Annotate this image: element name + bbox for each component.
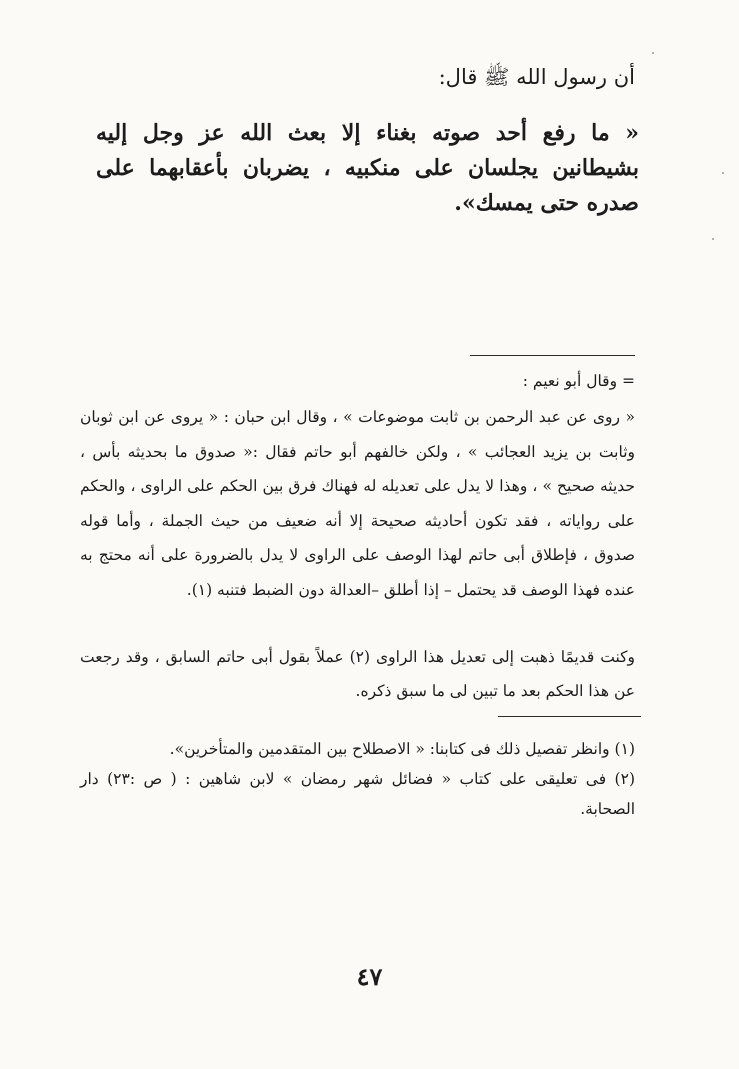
hadith-intro: أن رسول الله ﷺ قال: (438, 65, 635, 89)
commentary-paragraph-2 (80, 624, 635, 724)
footnote-divider-top (470, 355, 635, 356)
commentary-paragraph-1 (80, 400, 635, 608)
footnote-divider-bottom (498, 716, 641, 717)
scan-speck (712, 238, 714, 240)
page-number: ٤٧ (356, 962, 383, 991)
scan-speck (722, 172, 724, 174)
continuation-line: = وقال أبو نعيم : (522, 372, 635, 390)
scan-speck (652, 52, 654, 54)
hadith-quote: « ما رفع أحد صوته بغناء إلا بعث الله عز وجل إليه بشيطانين يجلسان على منكبيه ، يضربان بأعقابهما على صدره حتى يمسك». (96, 120, 639, 216)
commentary-text-1: « روى عن عبد الرحمن بن ثابت موضوعات » ، وقال ابن حبان : « يروى عن ابن ثوبان وثابت بن يزيد العجائب » ، ولكن خالفهم أبو حاتم فقال :« صدوق ما بحديثه بأس ، حديثه صحيح » ، وهذا لا يدل على تعديله له فهناك فرق بين الحكم على الراوى ، والحكم على رواياته ، فقد تكون أحاديثه صحيحة إلا أنه ضعيف من حيث الجملة ، وأما قوله صدوق ، فإطلاق أبى حاتم لهذا الوصف على الراوى لا يدل بالضرورة على أنه محتج به عنده فهذا الوصف قد يحتمل – إذا أطلق –العدالة دون الضبط فتنبه (١). (80, 408, 635, 599)
footnote-2: (٢) فى تعليقى على كتاب « فضائل شهر رمضان » لابن شاهين : ( ص :٢٣) دار الصحابة. (80, 770, 635, 818)
footnote-1: (١) وانظر تفصيل ذلك فى كتابنا: « الاصطلاح بين المتقدمين والمتأخرين». (169, 740, 635, 758)
footnotes (80, 734, 635, 824)
commentary-text-2: وكنت قديمًا ذهبت إلى تعديل هذا الراوى (٢) عملاً بقول أبى حاتم السابق ، وقد رجعت عن هذا الحكم بعد ما تبين لى ما سبق ذكره. (80, 647, 635, 701)
